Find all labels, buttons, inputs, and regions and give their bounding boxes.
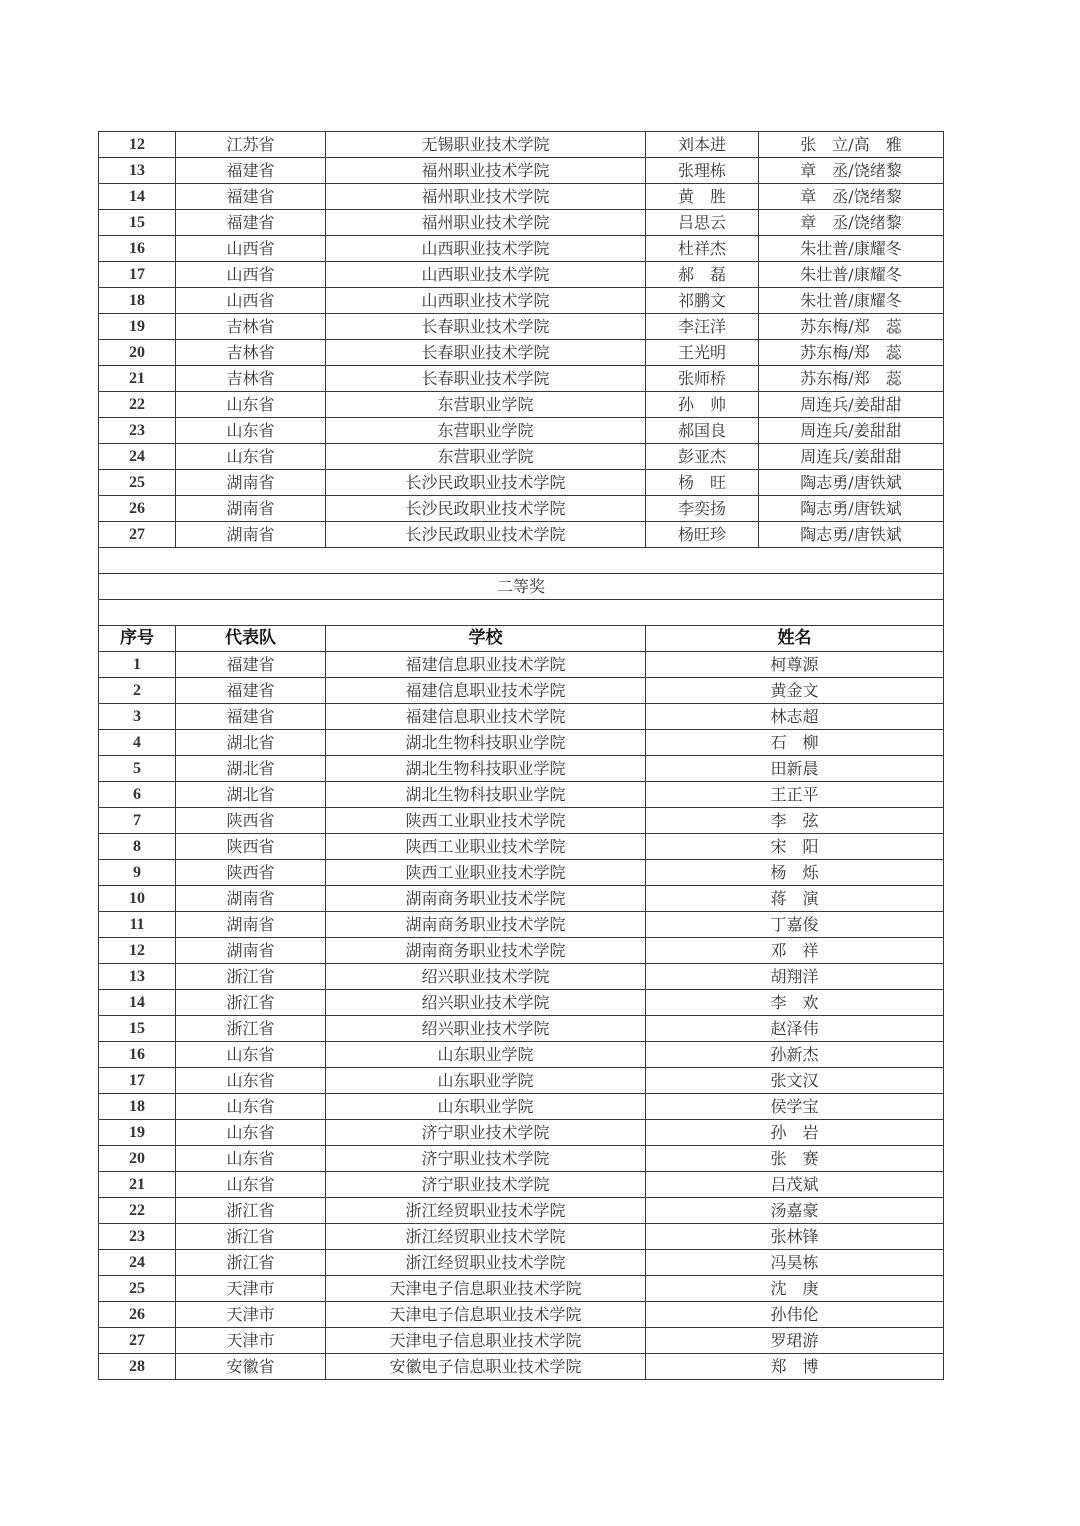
row-number: 21 [99, 366, 176, 392]
coach-cell: 朱壮普/康耀冬 [759, 236, 944, 262]
school-cell: 福州职业技术学院 [326, 184, 646, 210]
coach-cell: 章 丞/饶绪黎 [759, 184, 944, 210]
team-cell: 福建省 [176, 158, 326, 184]
table-row [99, 730, 944, 756]
team-cell: 安徽省 [176, 1354, 326, 1380]
row-number: 23 [99, 1224, 176, 1250]
second-prize-body [99, 652, 944, 1380]
team-cell: 浙江省 [176, 1198, 326, 1224]
team-cell: 天津市 [176, 1302, 326, 1328]
name-cell: 祁鹏文 [646, 288, 759, 314]
row-number: 28 [99, 1354, 176, 1380]
row-number: 20 [99, 1146, 176, 1172]
row-number: 24 [99, 444, 176, 470]
blank-cell [99, 548, 944, 574]
table-row [99, 808, 944, 834]
coach-cell: 陶志勇/唐铁斌 [759, 470, 944, 496]
table-row [99, 314, 944, 340]
name-cell: 宋 阳 [646, 834, 944, 860]
coach-cell: 苏东梅/郑 蕊 [759, 340, 944, 366]
school-cell: 福建信息职业技术学院 [326, 652, 646, 678]
name-cell: 张林锋 [646, 1224, 944, 1250]
school-cell: 陕西工业职业技术学院 [326, 808, 646, 834]
table-row [99, 1172, 944, 1198]
school-cell: 福州职业技术学院 [326, 158, 646, 184]
name-cell: 王光明 [646, 340, 759, 366]
name-cell: 丁嘉俊 [646, 912, 944, 938]
table-row [99, 1094, 944, 1120]
school-cell: 湖北生物科技职业学院 [326, 782, 646, 808]
name-cell: 郑 博 [646, 1354, 944, 1380]
row-number: 26 [99, 1302, 176, 1328]
team-cell: 吉林省 [176, 314, 326, 340]
school-cell: 陕西工业职业技术学院 [326, 834, 646, 860]
row-number: 22 [99, 1198, 176, 1224]
team-cell: 福建省 [176, 678, 326, 704]
row-number: 10 [99, 886, 176, 912]
row-number: 7 [99, 808, 176, 834]
name-cell: 黄金文 [646, 678, 944, 704]
team-cell: 山东省 [176, 1172, 326, 1198]
name-cell: 杨 旺 [646, 470, 759, 496]
row-number: 14 [99, 184, 176, 210]
name-cell: 汤嘉豪 [646, 1198, 944, 1224]
row-number: 22 [99, 392, 176, 418]
school-cell: 湖北生物科技职业学院 [326, 756, 646, 782]
row-number: 3 [99, 704, 176, 730]
team-cell: 山东省 [176, 1146, 326, 1172]
name-cell: 孙伟伦 [646, 1302, 944, 1328]
table-row [99, 1328, 944, 1354]
name-cell: 刘本进 [646, 132, 759, 158]
name-cell: 蒋 演 [646, 886, 944, 912]
row-number: 19 [99, 314, 176, 340]
name-cell: 沈 庚 [646, 1276, 944, 1302]
school-cell: 福建信息职业技术学院 [326, 678, 646, 704]
name-cell: 李奕扬 [646, 496, 759, 522]
team-cell: 湖南省 [176, 886, 326, 912]
team-cell: 陕西省 [176, 860, 326, 886]
row-number: 17 [99, 1068, 176, 1094]
row-number: 13 [99, 158, 176, 184]
row-number: 14 [99, 990, 176, 1016]
row-number: 2 [99, 678, 176, 704]
team-cell: 浙江省 [176, 1016, 326, 1042]
row-number: 15 [99, 1016, 176, 1042]
row-number: 11 [99, 912, 176, 938]
table-row [99, 184, 944, 210]
team-cell: 山东省 [176, 1068, 326, 1094]
table-row [99, 522, 944, 548]
table-row [99, 1146, 944, 1172]
school-cell: 湖南商务职业技术学院 [326, 912, 646, 938]
row-number: 17 [99, 262, 176, 288]
row-number: 23 [99, 418, 176, 444]
name-cell: 杨旺珍 [646, 522, 759, 548]
name-cell: 张师桥 [646, 366, 759, 392]
first-prize-continued-body [99, 132, 944, 548]
team-cell: 湖南省 [176, 496, 326, 522]
school-cell: 长沙民政职业技术学院 [326, 522, 646, 548]
school-cell: 浙江经贸职业技术学院 [326, 1250, 646, 1276]
table-row [99, 860, 944, 886]
row-number: 1 [99, 652, 176, 678]
award-table [98, 131, 944, 1380]
team-cell: 江苏省 [176, 132, 326, 158]
name-cell: 柯尊源 [646, 652, 944, 678]
team-cell: 山西省 [176, 288, 326, 314]
table-row [99, 1224, 944, 1250]
school-cell: 绍兴职业技术学院 [326, 990, 646, 1016]
table-row [99, 1276, 944, 1302]
blank-row [99, 600, 944, 626]
name-cell: 彭亚杰 [646, 444, 759, 470]
name-cell: 吕茂斌 [646, 1172, 944, 1198]
team-cell: 吉林省 [176, 366, 326, 392]
school-cell: 东营职业学院 [326, 418, 646, 444]
table-row [99, 756, 944, 782]
name-cell: 冯昊栋 [646, 1250, 944, 1276]
school-cell: 济宁职业技术学院 [326, 1146, 646, 1172]
team-cell: 山西省 [176, 236, 326, 262]
school-cell: 天津电子信息职业技术学院 [326, 1328, 646, 1354]
table-row [99, 158, 944, 184]
row-number: 21 [99, 1172, 176, 1198]
school-cell: 长沙民政职业技术学院 [326, 470, 646, 496]
team-cell: 湖北省 [176, 756, 326, 782]
name-cell: 李汪洋 [646, 314, 759, 340]
name-cell: 孙 帅 [646, 392, 759, 418]
school-cell: 天津电子信息职业技术学院 [326, 1276, 646, 1302]
school-cell: 山东职业学院 [326, 1094, 646, 1120]
row-number: 9 [99, 860, 176, 886]
school-cell: 长春职业技术学院 [326, 314, 646, 340]
table-row [99, 1042, 944, 1068]
coach-cell: 陶志勇/唐铁斌 [759, 496, 944, 522]
row-number: 19 [99, 1120, 176, 1146]
school-cell: 山东职业学院 [326, 1042, 646, 1068]
name-cell: 田新晨 [646, 756, 944, 782]
school-cell: 陕西工业职业技术学院 [326, 860, 646, 886]
header-no: 序号 [99, 626, 176, 652]
row-number: 27 [99, 522, 176, 548]
school-cell: 绍兴职业技术学院 [326, 1016, 646, 1042]
school-cell: 长春职业技术学院 [326, 340, 646, 366]
team-cell: 山东省 [176, 392, 326, 418]
school-cell: 无锡职业技术学院 [326, 132, 646, 158]
table-row [99, 990, 944, 1016]
school-cell: 福州职业技术学院 [326, 210, 646, 236]
row-number: 16 [99, 236, 176, 262]
team-cell: 福建省 [176, 652, 326, 678]
table-row [99, 1250, 944, 1276]
team-cell: 山西省 [176, 262, 326, 288]
team-cell: 福建省 [176, 704, 326, 730]
coach-cell: 周连兵/姜甜甜 [759, 444, 944, 470]
team-cell: 山东省 [176, 1042, 326, 1068]
team-cell: 吉林省 [176, 340, 326, 366]
section-title-row [99, 574, 944, 600]
school-cell: 湖南商务职业技术学院 [326, 886, 646, 912]
team-cell: 福建省 [176, 210, 326, 236]
school-cell: 济宁职业技术学院 [326, 1120, 646, 1146]
table-row [99, 782, 944, 808]
table-row [99, 470, 944, 496]
coach-cell: 周连兵/姜甜甜 [759, 392, 944, 418]
table-row [99, 1354, 944, 1380]
row-number: 15 [99, 210, 176, 236]
team-cell: 浙江省 [176, 1250, 326, 1276]
row-number: 24 [99, 1250, 176, 1276]
table-row [99, 418, 944, 444]
school-cell: 安徽电子信息职业技术学院 [326, 1354, 646, 1380]
school-cell: 济宁职业技术学院 [326, 1172, 646, 1198]
table-row [99, 1302, 944, 1328]
table-row [99, 288, 944, 314]
header-name: 姓名 [646, 626, 944, 652]
name-cell: 孙 岩 [646, 1120, 944, 1146]
team-cell: 山东省 [176, 444, 326, 470]
school-cell: 山西职业技术学院 [326, 262, 646, 288]
coach-cell: 苏东梅/郑 蕊 [759, 314, 944, 340]
blank-row [99, 548, 944, 574]
coach-cell: 朱壮普/康耀冬 [759, 288, 944, 314]
table-row [99, 964, 944, 990]
table-row [99, 236, 944, 262]
school-cell: 长沙民政职业技术学院 [326, 496, 646, 522]
school-cell: 绍兴职业技术学院 [326, 964, 646, 990]
coach-cell: 苏东梅/郑 蕊 [759, 366, 944, 392]
name-cell: 郝国良 [646, 418, 759, 444]
name-cell: 李 欢 [646, 990, 944, 1016]
row-number: 18 [99, 288, 176, 314]
table-row [99, 704, 944, 730]
table-row [99, 1016, 944, 1042]
team-cell: 湖北省 [176, 782, 326, 808]
table-row [99, 938, 944, 964]
table-row [99, 834, 944, 860]
table-row [99, 366, 944, 392]
name-cell: 邓 祥 [646, 938, 944, 964]
name-cell: 孙新杰 [646, 1042, 944, 1068]
row-number: 6 [99, 782, 176, 808]
row-number: 25 [99, 470, 176, 496]
table-row [99, 1068, 944, 1094]
row-number: 5 [99, 756, 176, 782]
row-number: 13 [99, 964, 176, 990]
name-cell: 赵泽伟 [646, 1016, 944, 1042]
table-row [99, 1120, 944, 1146]
name-cell: 胡翔洋 [646, 964, 944, 990]
team-cell: 湖南省 [176, 470, 326, 496]
coach-cell: 周连兵/姜甜甜 [759, 418, 944, 444]
team-cell: 陕西省 [176, 808, 326, 834]
name-cell: 杜祥杰 [646, 236, 759, 262]
table-row [99, 886, 944, 912]
school-cell: 福建信息职业技术学院 [326, 704, 646, 730]
team-cell: 陕西省 [176, 834, 326, 860]
second-prize-section [99, 548, 944, 652]
school-cell: 东营职业学院 [326, 444, 646, 470]
row-number: 20 [99, 340, 176, 366]
team-cell: 湖南省 [176, 522, 326, 548]
blank-cell [99, 600, 944, 626]
row-number: 12 [99, 938, 176, 964]
name-cell: 张 赛 [646, 1146, 944, 1172]
school-cell: 东营职业学院 [326, 392, 646, 418]
name-cell: 吕思云 [646, 210, 759, 236]
coach-cell: 朱壮普/康耀冬 [759, 262, 944, 288]
row-number: 25 [99, 1276, 176, 1302]
row-number: 12 [99, 132, 176, 158]
school-cell: 浙江经贸职业技术学院 [326, 1198, 646, 1224]
school-cell: 天津电子信息职业技术学院 [326, 1302, 646, 1328]
header-row [99, 626, 944, 652]
team-cell: 天津市 [176, 1328, 326, 1354]
team-cell: 湖北省 [176, 730, 326, 756]
team-cell: 浙江省 [176, 964, 326, 990]
name-cell: 侯学宝 [646, 1094, 944, 1120]
team-cell: 浙江省 [176, 990, 326, 1016]
name-cell: 王正平 [646, 782, 944, 808]
team-cell: 湖南省 [176, 938, 326, 964]
section-title: 二等奖 [99, 574, 944, 600]
coach-cell: 章 丞/饶绪黎 [759, 158, 944, 184]
header-school: 学校 [326, 626, 646, 652]
team-cell: 山东省 [176, 1120, 326, 1146]
row-number: 27 [99, 1328, 176, 1354]
name-cell: 罗珺游 [646, 1328, 944, 1354]
team-cell: 山东省 [176, 418, 326, 444]
coach-cell: 张 立/高 雅 [759, 132, 944, 158]
school-cell: 湖北生物科技职业学院 [326, 730, 646, 756]
team-cell: 福建省 [176, 184, 326, 210]
table-row [99, 1198, 944, 1224]
table-row [99, 392, 944, 418]
name-cell: 李 弦 [646, 808, 944, 834]
table-row [99, 210, 944, 236]
team-cell: 浙江省 [176, 1224, 326, 1250]
school-cell: 湖南商务职业技术学院 [326, 938, 646, 964]
coach-cell: 章 丞/饶绪黎 [759, 210, 944, 236]
row-number: 4 [99, 730, 176, 756]
table-row [99, 912, 944, 938]
team-cell: 山东省 [176, 1094, 326, 1120]
name-cell: 黄 胜 [646, 184, 759, 210]
name-cell: 张理栋 [646, 158, 759, 184]
table-row [99, 652, 944, 678]
table-row [99, 340, 944, 366]
table-row [99, 496, 944, 522]
row-number: 18 [99, 1094, 176, 1120]
table-row [99, 678, 944, 704]
row-number: 8 [99, 834, 176, 860]
name-cell: 杨 烁 [646, 860, 944, 886]
team-cell: 湖南省 [176, 912, 326, 938]
school-cell: 长春职业技术学院 [326, 366, 646, 392]
school-cell: 山东职业学院 [326, 1068, 646, 1094]
header-team: 代表队 [176, 626, 326, 652]
name-cell: 郝 磊 [646, 262, 759, 288]
table-row [99, 262, 944, 288]
table-row [99, 132, 944, 158]
team-cell: 天津市 [176, 1276, 326, 1302]
table-row [99, 444, 944, 470]
school-cell: 山西职业技术学院 [326, 236, 646, 262]
name-cell: 张文汉 [646, 1068, 944, 1094]
name-cell: 林志超 [646, 704, 944, 730]
school-cell: 浙江经贸职业技术学院 [326, 1224, 646, 1250]
row-number: 16 [99, 1042, 176, 1068]
school-cell: 山西职业技术学院 [326, 288, 646, 314]
coach-cell: 陶志勇/唐铁斌 [759, 522, 944, 548]
name-cell: 石 柳 [646, 730, 944, 756]
row-number: 26 [99, 496, 176, 522]
